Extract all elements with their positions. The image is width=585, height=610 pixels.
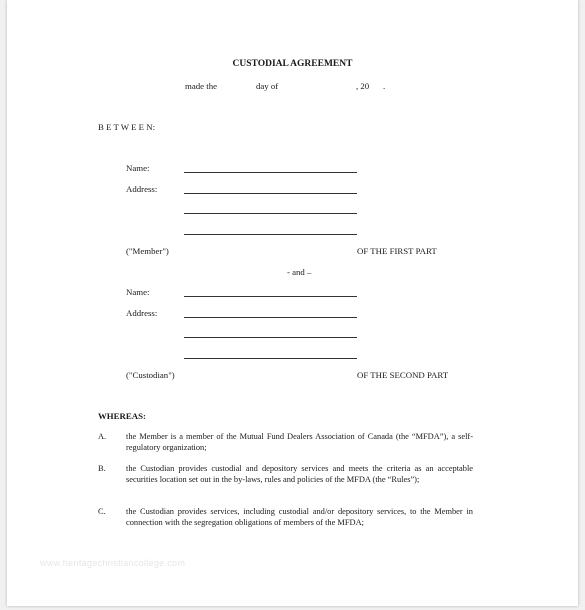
member-designation: ("Member") [126,246,169,256]
day-of-label: day of [256,81,279,91]
custodian-address-line-3[interactable] [184,358,357,359]
document-page [7,0,578,606]
and-separator: - and – [287,267,312,277]
custodian-address-line-2[interactable] [184,337,357,338]
first-part-label: OF THE FIRST PART [357,246,437,256]
custodian-name-line[interactable] [184,296,357,297]
custodian-address-line-1[interactable] [184,317,357,318]
custodian-name-label: Name: [126,287,150,297]
custodian-designation: ("Custodian") [126,370,175,380]
recital-letter: C. [98,507,106,516]
recital-text: the Member is a member of the Mutual Fund Dealers Association of Canada (the “MFDA”), a self-regulatory organization; [126,432,473,452]
document-title: CUSTODIAL AGREEMENT [232,59,353,69]
whereas-heading: WHEREAS: [98,411,146,421]
member-address-line-2[interactable] [184,213,357,214]
recital-letter: A. [98,432,107,441]
second-part-label: OF THE SECOND PART [357,370,449,380]
member-name-label: Name: [126,163,150,173]
recital-letter: B. [98,464,106,473]
between-label: B E T W E E N: [98,122,156,132]
member-address-line-1[interactable] [184,193,357,194]
recital-text: the Custodian provides services, including custodial and/or depository services, to the Member in connection with the segregation obligations of members of the MFDA; [126,507,473,527]
watermark-text: www.heritagechristiancollege.com [40,558,186,568]
member-address-label: Address: [126,184,158,194]
custodian-address-label: Address: [126,308,158,318]
made-the-label: made the [185,81,217,91]
member-address-line-3[interactable] [184,234,357,235]
member-name-line[interactable] [184,172,357,173]
date-period: . [383,81,386,91]
year-label: , 20 [356,81,370,91]
recital-text: the Custodian provides custodial and depository services and meets the criteria as an acceptable securities location set out in the by-laws, rules and policies of the MFDA (the “Rules”); [126,464,473,484]
